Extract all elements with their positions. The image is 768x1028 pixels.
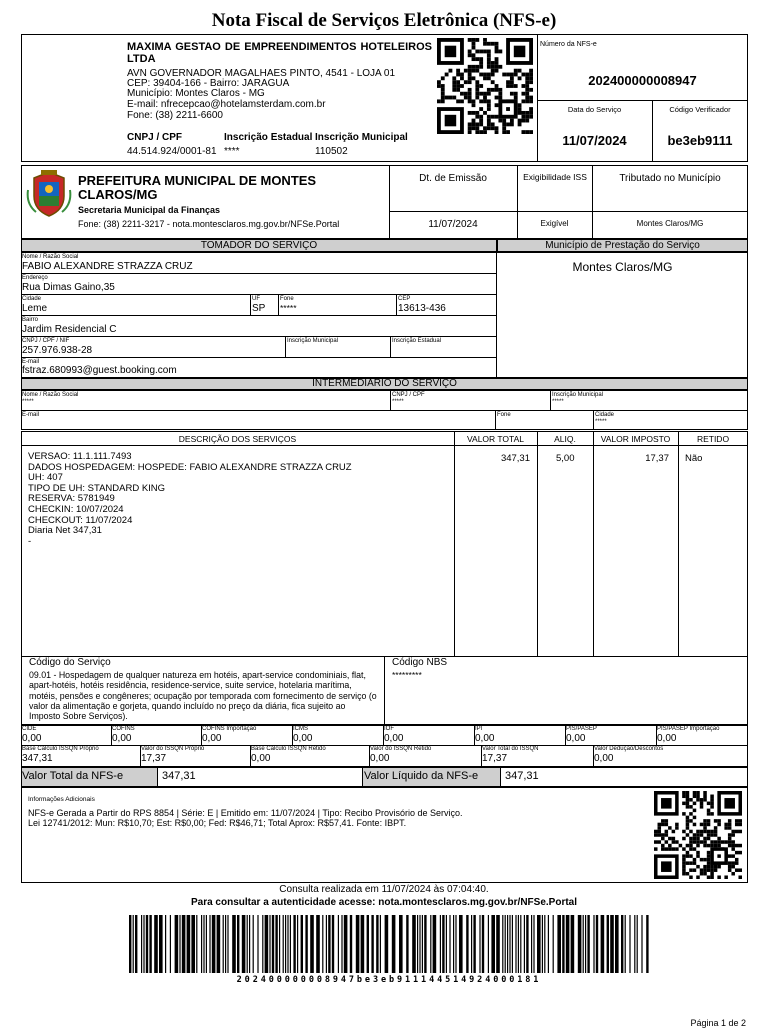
- codigo-servico-label: Código do Serviço: [29, 657, 111, 668]
- prefeitura-brasao-icon: [26, 170, 72, 218]
- prefeitura-name: PREFEITURA MUNICIPAL DE MONTES CLAROS/MG: [78, 173, 317, 202]
- intermediario-cnpj: *****: [392, 399, 404, 405]
- tributo-label: Valor Total do ISSQN: [482, 746, 539, 752]
- tributo-value: 0,00: [594, 753, 614, 764]
- prestador-email: E-mail: nfrecepcao@hotelamsterdam.com.br: [127, 99, 326, 110]
- intermediario-nome: *****: [22, 399, 34, 405]
- tributo-label: Valor do ISSQN Próprio: [141, 746, 205, 752]
- prestador-address: AVN GOVERNADOR MAGALHAES PINTO, 4541 - LOJA 01: [127, 68, 396, 79]
- tributo-value: 0,00: [22, 733, 42, 744]
- prestador-fone: Fone: (38) 2211-6600: [127, 110, 223, 121]
- tributo-label: COFINS Importação: [202, 726, 257, 732]
- tributo-value: 0,00: [475, 733, 495, 744]
- emissao-label: Dt. de Emissão: [419, 173, 487, 184]
- prestador-cep: CEP: 39404-166 - Bairro: JARAGUA: [127, 78, 290, 89]
- tributo-value: 0,00: [566, 733, 586, 744]
- intermediario-email-label: E-mail: [22, 412, 40, 418]
- tomador-cidade-label: Cidade: [22, 296, 42, 302]
- prestador-ie-label: Inscrição Estadual: [224, 132, 313, 143]
- liquido-nfse-label: Valor Líquido da NFS-e: [364, 770, 479, 782]
- tributado-value: Montes Claros/MG: [636, 219, 704, 228]
- tomador-uf: SP: [252, 303, 266, 314]
- codigo-nbs: *********: [392, 670, 422, 680]
- prestador-municipio: Município: Montes Claros - MG: [127, 88, 265, 99]
- codigo-nbs-label: Código NBS: [392, 657, 448, 668]
- tributo-label: COFINS: [112, 726, 135, 732]
- servicos-aliq-header: ALIQ.: [554, 434, 576, 444]
- barcode-icon: [129, 915, 649, 973]
- servicos-retido: Não: [685, 453, 703, 464]
- tributo-value: 0,00: [657, 733, 677, 744]
- tomador-nome-label: Nome / Razão Social: [22, 254, 79, 260]
- servicos-descricao: VERSAO: 11.1.111.7493 DADOS HOSPEDAGEM: HOSPEDE: FABIO ALEXANDRE STRAZZA CRUZ UH: 407 TIPO DE UH: STANDARD KING RESERVA: 5781949 CHECKIN: 10/07/2024 CHECKOUT: 11/07/2024 Diaria Net 347,31 -: [28, 451, 352, 547]
- nfse-codigo-label: Código Verificador: [669, 105, 731, 114]
- tomador-cep: 13613-436: [398, 303, 446, 314]
- tributado-label: Tributado no Município: [619, 173, 721, 184]
- document-title: Nota Fiscal de Serviços Eletrônica (NFS-e): [211, 10, 557, 31]
- footer-qr-code-icon: [654, 791, 742, 879]
- intermediario-nome-label: Nome / Razão Social: [22, 392, 79, 398]
- intermediario-im: *****: [552, 399, 564, 405]
- tributo-value: 0,00: [384, 733, 404, 744]
- consulta-text: Consulta realizada em 11/07/2024 às 07:04:40.: [279, 884, 489, 895]
- servicos-desc-header: DESCRIÇÃO DOS SERVIÇOS: [178, 434, 297, 444]
- tributo-value: 347,31: [22, 753, 53, 764]
- servicos-valor: 347,31: [500, 453, 530, 464]
- tributo-value: 0,00: [370, 753, 390, 764]
- codigo-servico-text: 09.01 - Hospedagem de qualquer natureza em hotéis, apart-service condominiais, flat, apart-hotéis, hotéis residência, residence-service, suite service, hotelaria marítima, motéis, pensões e congêneres; ocupação por temporada com fornecimento de serviço (o valor da alimentação e gorjeta, quando incluído no preço da diária, fica sujeito ao Imposto Sobre Serviços).: [29, 670, 377, 722]
- total-nfse-label: Valor Total da NFS-e: [22, 770, 124, 782]
- tomador-im-label: Inscrição Municipal: [287, 338, 339, 344]
- tributo-value: 17,37: [482, 753, 508, 764]
- nfse-data: 11/07/2024: [562, 133, 627, 148]
- tributo-value: 0,00: [293, 733, 313, 744]
- tributo-label: Base Cálculo ISSQN Retido: [251, 746, 326, 752]
- tomador-cnpj-label: CNPJ / CPF / NIF: [22, 338, 70, 344]
- liquido-nfse: 347,31: [505, 770, 539, 782]
- servicos-imposto: 17,37: [645, 453, 669, 464]
- total-nfse: 347,31: [162, 770, 196, 782]
- tomador-fone: *****: [280, 303, 297, 313]
- tributo-value: 0,00: [202, 733, 222, 744]
- tomador-email: fstraz.680993@guest.booking.com: [22, 365, 177, 376]
- tomador-bairro-label: Bairro: [22, 317, 39, 323]
- tributo-label: IPI: [475, 726, 483, 732]
- intermediario-cidade: *****: [595, 419, 607, 425]
- tributo-value: 17,37: [141, 753, 167, 764]
- municipio-prestacao: Montes Claros/MG: [572, 260, 673, 274]
- servicos-imposto-header: VALOR IMPOSTO: [600, 434, 671, 444]
- tributo-value: 0,00: [112, 733, 132, 744]
- tomador-email-label: E-mail: [22, 359, 40, 365]
- tributo-value: 0,00: [251, 753, 271, 764]
- tributo-label: PIS/PASEP Importação: [657, 726, 720, 732]
- tomador-fone-label: Fone: [280, 296, 294, 302]
- prestador-cnpj-label: CNPJ / CPF: [127, 132, 183, 143]
- tomador-endereco-label: Endereço: [22, 275, 48, 281]
- prestador-im: 110502: [315, 146, 348, 157]
- prefeitura-contact: Fone: (38) 2211-3217 - nota.montesclaros.mg.gov.br/NFSe.Portal: [78, 219, 340, 229]
- tributo-label: Base Cálculo ISSQN Próprio: [22, 746, 99, 752]
- exigibilidade-value: Exigível: [540, 219, 569, 228]
- tributo-label: Valor do ISSQN Retido: [370, 746, 432, 752]
- barcode-number: 202400000008947be3eb911144514924000181: [236, 975, 542, 985]
- tomador-endereco: Rua Dimas Gaino,35: [22, 282, 115, 293]
- tributo-label: Valor Dedução/Descontos: [594, 746, 664, 752]
- nfse-numero-label: Número da NFS-e: [540, 41, 597, 48]
- servicos-valor-header: VALOR TOTAL: [466, 434, 524, 444]
- prestador-ie: ****: [224, 146, 240, 157]
- info-label: Informações Adicionais: [28, 796, 95, 803]
- page-number: Página 1 de 2: [690, 1018, 746, 1028]
- exigibilidade-label: Exigibilidade ISS: [523, 172, 587, 182]
- tributo-label: PIS/PASEP: [566, 726, 597, 732]
- tomador-bairro: Jardim Residencial C: [22, 324, 117, 335]
- intermediario-cnpj-label: CNPJ / CPF: [392, 392, 425, 398]
- info-box: [21, 787, 748, 883]
- tomador-cidade: Leme: [22, 303, 48, 314]
- nfse-numero: 202400000008947: [588, 73, 697, 88]
- tomador-nome: FABIO ALEXANDRE STRAZZA CRUZ: [22, 261, 193, 272]
- servicos-aliq: 5,00: [556, 453, 575, 464]
- tomador-cnpj: 257.976.938-28: [22, 345, 93, 356]
- prestador-name: MAXIMA GESTAO DE EMPREENDIMENTOS HOTELEIROS LTDA: [127, 41, 432, 65]
- prefeitura-secretaria: Secretaria Municipal da Finanças: [78, 205, 221, 215]
- nfse-codigo: be3eb9111: [667, 133, 733, 148]
- info-text: NFS-e Gerada a Partir do RPS 8854 | Série: E | Emitido em: 11/07/2024 | Tipo: Recibo Provisório de Serviço. Lei 12741/2012: Mun: R$10,70; Est: R$0,00; Fed: R$46,71; Total Aprox: R$57,41. Fonte: IBPT.: [28, 808, 463, 828]
- tomador-header: TOMADOR DO SERVIÇO: [200, 240, 318, 251]
- tributo-label: ICMS: [293, 726, 308, 732]
- tomador-uf-label: UF: [252, 296, 260, 302]
- intermediario-fone-label: Fone: [497, 412, 511, 418]
- nfse-data-label: Data do Serviço: [567, 105, 622, 114]
- intermediario-cidade-label: Cidade: [595, 412, 615, 418]
- municipio-prestacao-header: Município de Prestação do Serviço: [545, 240, 700, 251]
- intermediario-header: INTERMEDIÁRIO DO SERVIÇO: [312, 378, 457, 389]
- prestador-cnpj: 44.514.924/0001-81: [127, 146, 217, 157]
- autenticidade-text: Para consultar a autenticidade acesse: nota.montesclaros.mg.gov.br/NFSe.Portal: [190, 897, 578, 908]
- tomador-ie-label: Inscrição Estadual: [392, 338, 442, 344]
- prestador-qr-code-icon: [437, 38, 533, 134]
- tomador-cep-label: CEP: [398, 296, 411, 302]
- tributo-label: IOF: [384, 726, 394, 732]
- tributo-label: CIDE: [22, 726, 37, 732]
- emissao-date: 11/07/2024: [428, 219, 478, 230]
- servicos-retido-header: RETIDO: [696, 434, 730, 444]
- intermediario-im-label: Inscrição Municipal: [552, 392, 604, 398]
- prestador-im-label: Inscrição Municipal: [315, 132, 408, 143]
